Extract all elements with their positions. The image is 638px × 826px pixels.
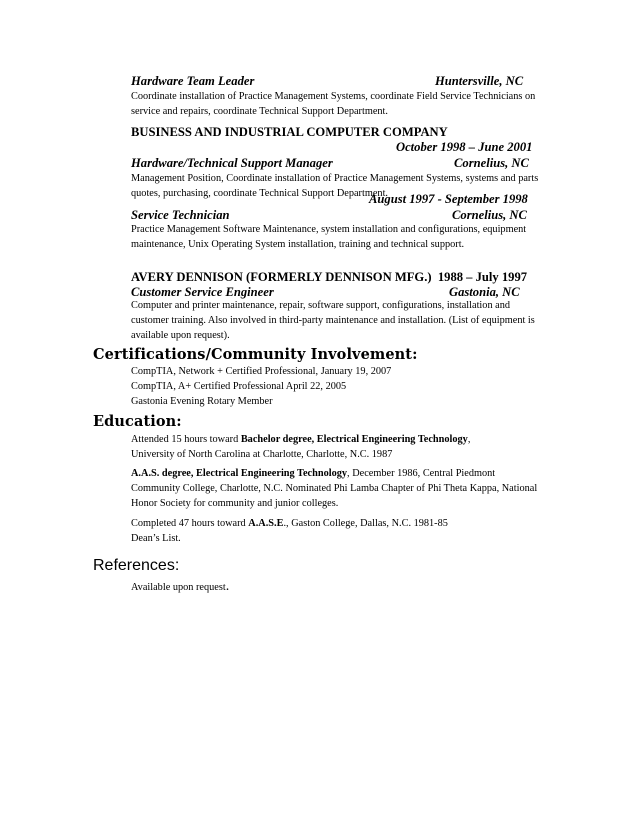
section-heading-certifications: Certifications/Community Involvement: <box>93 346 418 363</box>
job-description-line: maintenance, Unix Operating System installation, training and technical support. <box>131 239 465 250</box>
education-line <box>131 466 495 482</box>
job-title: Service Technician <box>131 208 230 222</box>
job-description-line: service and repairs, coordinate Technical Support Department. <box>131 106 388 117</box>
job-dates: August 1997 - September 1998 <box>369 192 528 206</box>
references-period: . <box>225 579 230 594</box>
job-location: Gastonia, NC <box>449 285 520 299</box>
job-dates: 1988 – July 1997 <box>437 270 528 284</box>
job-description-line: Management Position, Coordinate installation of Practice Management Systems, systems and parts <box>131 173 539 184</box>
education-degree: A.A.S. degree, Electrical Engineering Technology <box>131 468 348 479</box>
company-name <box>131 270 527 285</box>
job-description-line: Practice Management Software Maintenance, system installation and configurations, equipment <box>131 224 527 235</box>
education-line: University of North Carolina at Charlotte, Charlotte, N.C. 1987 <box>131 449 393 460</box>
references-text <box>131 579 229 596</box>
job-dates: October 1998 – June 2001 <box>396 140 533 154</box>
job-description-line: quotes, purchasing, coordinate Technical Support Department. <box>131 188 389 199</box>
education-line <box>131 432 470 448</box>
company-name: BUSINESS AND INDUSTRIAL COMPUTER COMPANY <box>131 125 448 139</box>
job-description-line: customer training. Also involved in third-party maintenance and installation. (List of equipment is <box>131 315 535 326</box>
education-degree: Bachelor degree, Electrical Engineering Technology <box>240 434 468 445</box>
references-available: Available upon request <box>131 582 226 593</box>
job-location: Huntersville, NC <box>435 74 524 88</box>
job-location: Cornelius, NC <box>454 156 529 170</box>
job-title: Hardware/Technical Support Manager <box>131 156 333 170</box>
certification-item: CompTIA, Network + Certified Professional, January 19, 2007 <box>131 366 392 377</box>
certification-item: Gastonia Evening Rotary Member <box>131 396 273 407</box>
job-title-hardware-team-leader: Hardware Team Leader <box>131 74 255 88</box>
company-name-text: AVERY DENNISON (FORMERLY DENNISON MFG.) <box>131 270 432 284</box>
job-title: Customer Service Engineer <box>131 285 274 299</box>
education-line: Honor Society for community and junior colleges. <box>131 498 339 509</box>
education-text: , December 1986, Central Piedmont <box>347 468 496 479</box>
education-degree: A.A.S.E <box>248 518 284 529</box>
education-text: ., Gaston College, Dallas, N.C. 1981-85 <box>283 518 448 529</box>
job-description-line: available upon request). <box>131 330 230 341</box>
job-description-line: Computer and printer maintenance, repair, software support, configurations, installation and <box>131 300 511 311</box>
certification-item: CompTIA, A+ Certified Professional April 22, 2005 <box>131 381 347 392</box>
job-description-line: Coordinate installation of Practice Management Systems, coordinate Field Service Technicians on <box>131 91 536 102</box>
education-line: Community College, Charlotte, N.C. Nominated Phi Lamba Chapter of Phi Theta Kappa, National <box>131 483 538 494</box>
job-location: Cornelius, NC <box>452 208 527 222</box>
education-line: Dean’s List. <box>131 533 181 544</box>
education-text: Attended 15 hours toward <box>131 434 241 445</box>
education-text: , <box>467 434 471 445</box>
section-heading-education: Education: <box>93 413 182 430</box>
section-heading-references: References: <box>93 557 180 574</box>
education-text: Completed 47 hours toward <box>131 518 249 529</box>
education-line <box>131 516 448 532</box>
